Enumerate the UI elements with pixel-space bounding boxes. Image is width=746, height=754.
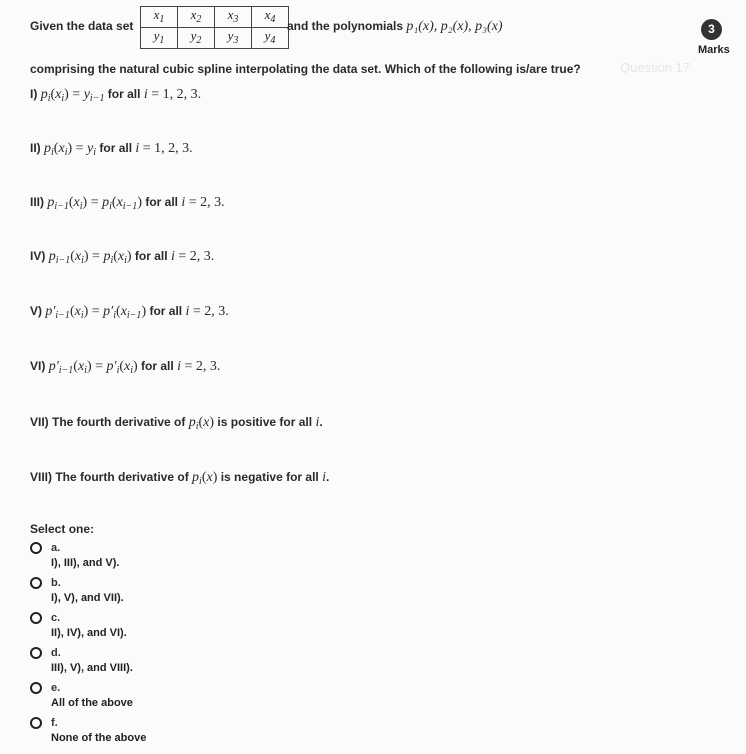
statement-7: VII) The fourth derivative of $p_i(x)$ is positive for all i. — [30, 415, 323, 432]
radio-b[interactable] — [30, 577, 42, 589]
question-intro: Given the data set — [30, 19, 134, 33]
statement-4: IV) $p_{i-1}(x_i) = p_i(x_i)$ for all i = 2, 3. — [30, 249, 215, 266]
table-cell-x2: $x_2$ — [178, 7, 215, 28]
statement-5: V) $p'_{i-1}(x_i) = p'_i(x_{i-1})$ for all i = 2, 3. — [30, 304, 229, 321]
option-e-letter: e. — [51, 682, 61, 694]
radio-f[interactable] — [30, 717, 42, 729]
option-d-letter: d. — [51, 647, 61, 659]
option-c-letter: c. — [51, 612, 61, 624]
option-c-text: II), IV), and VI). — [51, 627, 127, 639]
option-e-text: All of the above — [51, 697, 133, 709]
polynomials-math: p₁(x), p₂(x), p₃(x) — [406, 19, 503, 34]
radio-a[interactable] — [30, 542, 42, 554]
option-a-letter: a. — [51, 542, 61, 554]
bleed-through-text: Question 17 — [620, 60, 691, 75]
table-cell-y2: $y_2$ — [178, 28, 215, 49]
table-cell-x4: $x_4$ — [252, 7, 289, 28]
question-line-2: comprising the natural cubic spline interpolating the data set. Which of the following is/are true? — [30, 62, 581, 76]
statement-6: VI) $p'_{i-1}(x_i) = p'_i(x_i)$ for all i = 2, 3. — [30, 359, 221, 376]
marks-label: Marks — [698, 44, 730, 56]
table-cell-x3: $x_3$ — [215, 7, 252, 28]
statement-3: III) $p_{i-1}(x_i) = p_i(x_{i-1})$ for all i = 2, 3. — [30, 195, 225, 212]
table-cell-y4: $y_4$ — [252, 28, 289, 49]
table-cell-y3: $y_3$ — [215, 28, 252, 49]
table-cell-y1: $y_1$ — [141, 28, 178, 49]
option-b-text: I), V), and VII). — [51, 592, 124, 604]
table-cell-x1: $x_1$ — [141, 7, 178, 28]
radio-d[interactable] — [30, 647, 42, 659]
question-intro-after: and the polynomials p₁(x), p₂(x), p₃(x) — [287, 19, 503, 34]
marks-badge: 3 — [701, 19, 722, 40]
statement-1: I) $p_i(x_i) = y_{i-1}$ for all i = 1, 2, 3. — [30, 87, 202, 104]
option-a-text: I), III), and V). — [51, 557, 120, 569]
option-b-letter: b. — [51, 577, 61, 589]
data-set-table — [140, 6, 289, 49]
radio-e[interactable] — [30, 682, 42, 694]
radio-c[interactable] — [30, 612, 42, 624]
option-f-text: None of the above — [51, 732, 147, 744]
select-one-label: Select one: — [30, 522, 95, 536]
statement-2: II) $p_i(x_i) = y_i$ for all i = 1, 2, 3. — [30, 141, 193, 158]
option-f-letter: f. — [51, 717, 58, 729]
option-d-text: III), V), and VIII). — [51, 662, 133, 674]
statement-8: VIII) The fourth derivative of $p_i(x)$ is negative for all i. — [30, 470, 330, 487]
